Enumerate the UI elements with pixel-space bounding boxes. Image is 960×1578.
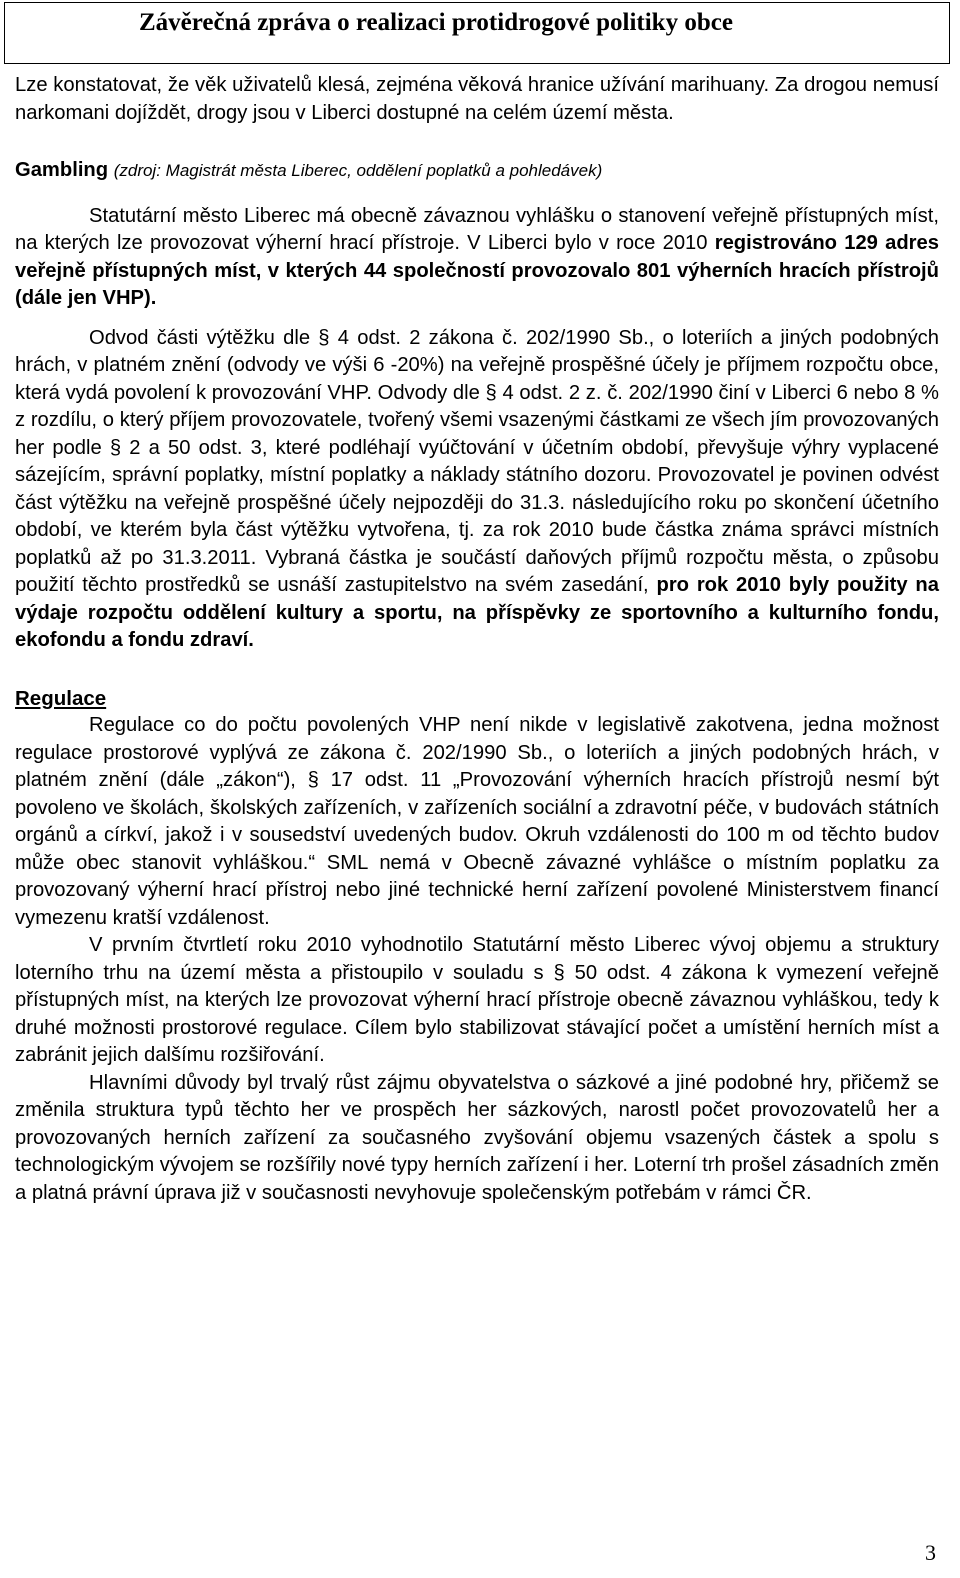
header-box (4, 2, 950, 64)
gambling-p2-text: Odvod části výtěžku dle § 4 odst. 2 zákona č. 202/1990 Sb., o loteriích a jiných podobných hrách, v platném znění (odvody ve výši 6 -20%) na veřejně prospěšné účely je příjmem rozpočtu obce, která vydá povolení k provozování VHP. Odvody dle § 4 odst. 2 z. č. 202/1990 činí v Liberci 6 nebo 8 % z rozdílu, o který příjem provozovatele, tvořený všemi vsazenými částkami ze všech jím provozovaných her podle § 2 a 50 odst. 3, které podléhají vyúčtování v účetním období, převyšuje výhry vyplacené sázejícím, správní poplatky, místní poplatky a náklady státního dozoru. Provozovatel je povinen odvést část výtěžku na veřejně prospěšné účely nejpozději do 31.3. následujícího roku po skončení účetního období, ve kterém byla část výtěžku vytvořena, tj. za rok 2010 bude částka známa správci místních poplatků až po 31.3.2011. Vybraná částka je součástí daňových příjmů rozpočtu města, o způsobu použití těchto prostředků se usnáší zastupitelstvo na svém zasedání, (15, 326, 939, 596)
document-body (15, 72, 939, 1207)
gambling-p1-bold: registrováno 129 adres veřejně přístupných míst, v kterých 44 společností provozovalo 801 výherních hracích přístrojů (dále jen VHP). (15, 232, 939, 309)
gambling-section-heading (15, 157, 939, 185)
regulace-heading: Regulace (15, 686, 107, 710)
gambling-label: Gambling (15, 159, 109, 181)
document-title: Závěrečná zpráva o realizaci protidrogové politiky obce (139, 9, 733, 36)
regulace-paragraph-2: V prvním čtvrtletí roku 2010 vyhodnotilo Statutární město Liberec vývoj objemu a struktury loterního trhu na území města a přistoupilo v souladu s § 50 odst. 4 zákona k vymezení veřejně přístupných míst, na kterých lze provozovat výherní hrací přístroje obecně závaznou vyhláškou, tedy k druhé možnosti prostorové regulace. Cílem bylo stabilizovat stávající počet a umístění herních míst a zabránit jejich dalšímu rozšiřování. (15, 934, 939, 1066)
gambling-p2-bold: pro rok 2010 byly použity na výdaje rozpočtu oddělení kultury a sportu, na příspěvky ze sportovního a kulturního fondu, ekofondu a fondu zdraví. (15, 574, 939, 651)
gambling-paragraph-2 (15, 325, 939, 655)
gambling-source: (zdroj: Magistrát města Liberec, oddělení poplatků a pohledávek) (113, 161, 603, 180)
regulace-paragraph-1: Regulace co do počtu povolených VHP není nikde v legislativě zakotvena, jedna možnost regulace prostorové vyplývá ze zákona č. 202/1990 Sb., o loteriích a jiných podobných hrách, v platném znění (dále „zákon“), § 17 odst. 11 „Provozování výherních hracích přístrojů nesmí být povoleno ve školách, školských zařízeních, v zařízeních sociální a zdravotní péče, v budovách státních orgánů a církví, jakož i v sousedství uvedených budov. Okruh vzdálenosti do 100 m od těchto budov může obec stanovit vyhláškou.“ SML nemá v Obecně závazné vyhlášce o místním poplatku za provozovaný výherní hrací přístroj nebo jiné technické herní zařízení povolené Ministerstvem financí vymezenu kratší vzdálenost. (15, 714, 939, 929)
regulace-paragraph-3: Hlavními důvody byl trvalý růst zájmu obyvatelstva o sázkové a jiné podobné hry, přičemž se změnila struktura typů těchto her ve prospěch her sázkových, narostl počet provozovatelů her a provozovaných herních zařízení za současného zvyšování objemu vsazených částek a spolu s technologickým vývojem se rozšířily nové typy herních zařízení i her. Loterní trh prošel zásadních změn a platná právní úprava již v současnosti nevyhovuje společenským potřebám v rámci ČR. (15, 1071, 939, 1204)
page-number: 3 (925, 1540, 936, 1565)
intro-paragraph: Lze konstatovat, že věk uživatelů klesá, zejména věková hranice užívání marihuany. Za drogou nemusí narkomani dojíždět, drogy jsou v Liberci dostupné na celém území města. (15, 74, 939, 124)
gambling-paragraph-1 (15, 203, 939, 313)
gambling-p1-text: Statutární město Liberec má obecně závaznou vyhlášku o stanovení veřejně přístupných míst, na kterých lze provozovat výherní hrací přístroje. V Liberci bylo v roce 2010 (15, 204, 939, 254)
